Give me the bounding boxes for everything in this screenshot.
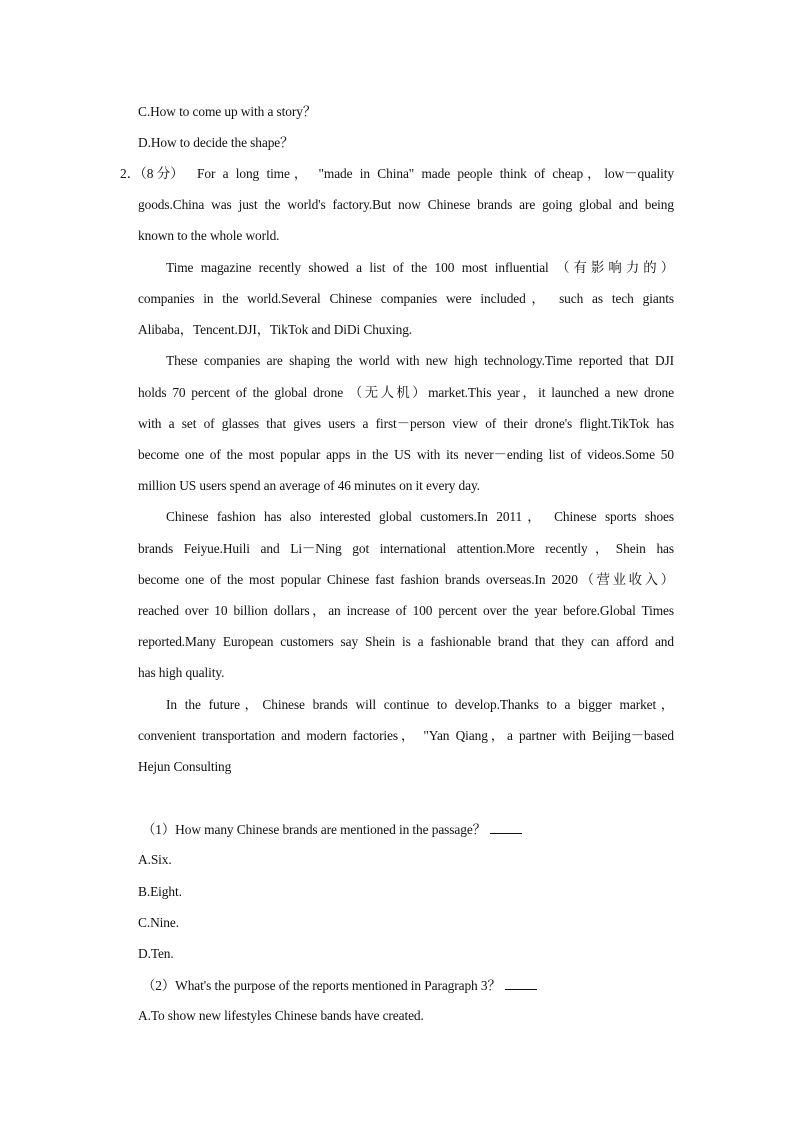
- sub-question-2: [142, 975, 678, 996]
- sub-question-1: [142, 819, 678, 840]
- option-d: D.How to decide the shape？: [138, 135, 294, 150]
- passage-line: Alibaba，Tencent.DJI，TikTok and DiDi Chuxing.: [138, 322, 413, 337]
- passage-line: become one of the most popular Chinese fast fashion brands overseas.In 2020（营业收入）: [138, 572, 674, 587]
- passage-line: with a set of glasses that gives users a first－person view of their drone's flight.TikTok has: [138, 416, 674, 431]
- passage-line: goods.China was just the world's factory.But now Chinese brands are going global and being: [138, 197, 674, 212]
- passage-line: has high quality.: [138, 665, 225, 680]
- passage-line: million US users spend an average of 46 minutes on it every day.: [138, 478, 480, 493]
- passage-line: These companies are shaping the world with new high technology.Time reported that DJI: [166, 353, 674, 368]
- passage-line: Hejun Consulting: [138, 759, 232, 774]
- question-number: 2．（8 分）: [120, 166, 184, 181]
- passage-line: holds 70 percent of the global drone （无人机）market.This year，it launched a new drone: [138, 385, 674, 400]
- answer-blank[interactable]: [490, 819, 522, 834]
- passage-line: convenient transportation and modern factories， "Yan Qiang，a partner with Beijing－based: [138, 728, 674, 743]
- passage-line: In the future，Chinese brands will continue to develop.Thanks to a bigger market，: [166, 697, 674, 712]
- option-c: C.Nine.: [138, 915, 179, 930]
- passage-line: For a long time， "made in China" made people think of cheap，low－quality: [197, 166, 674, 181]
- passage-line: Time magazine recently showed a list of the 100 most influential （有影响力的）: [166, 260, 674, 275]
- passage-line: reported.Many European customers say Shein is a fashionable brand that they can afford and: [138, 634, 674, 649]
- answer-blank[interactable]: [505, 975, 537, 990]
- passage-line: brands Feiyue.Huili and Li－Ning got international attention.More recently，Shein has: [138, 541, 674, 556]
- option-a: A.To show new lifestyles Chinese bands have created.: [138, 1008, 424, 1023]
- passage-line: become one of the most popular apps in the US with its never－ending list of videos.Some 50: [138, 447, 674, 462]
- sub-question-2-stem: （2）What's the purpose of the reports mentioned in Paragraph 3？: [142, 978, 501, 993]
- option-a: A.Six.: [138, 852, 172, 867]
- passage-line: companies in the world.Several Chinese companies were included， such as tech giants: [138, 291, 674, 306]
- passage-line: Chinese fashion has also interested global customers.In 2011， Chinese sports shoes: [166, 509, 674, 524]
- option-b: B.Eight.: [138, 884, 182, 899]
- passage-line: reached over 10 billion dollars，an increase of 100 percent over the year before.Global Times: [138, 603, 674, 618]
- option-c: C.How to come up with a story？: [138, 104, 317, 119]
- passage-line: known to the whole world.: [138, 228, 280, 243]
- sub-question-1-stem: （1）How many Chinese brands are mentioned in the passage？: [142, 822, 486, 837]
- option-d: D.Ten.: [138, 946, 174, 961]
